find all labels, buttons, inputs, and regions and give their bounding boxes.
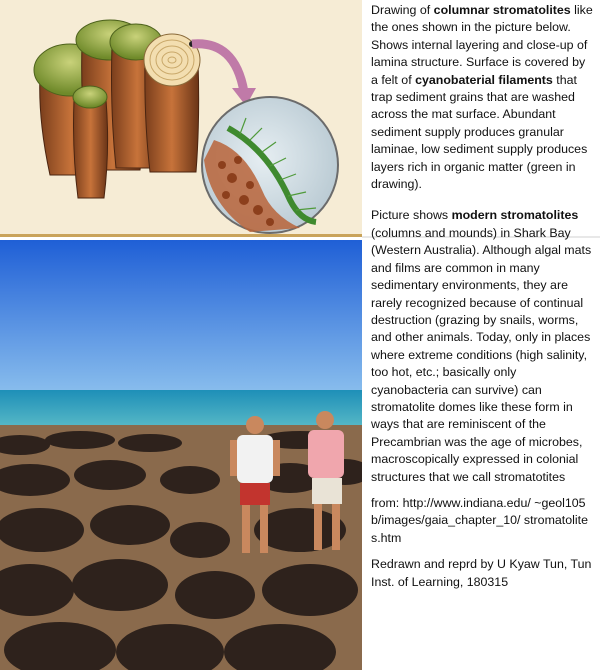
stromatolite-columns bbox=[34, 20, 200, 198]
photo-caption-text-1: Picture shows bbox=[371, 208, 452, 223]
photo-caption bbox=[371, 207, 593, 486]
stromatolite-drawing-art bbox=[0, 0, 362, 237]
drawing-caption-bold-2: cyanobaterial filaments bbox=[415, 72, 553, 87]
source-reference: from: http://www.indiana.edu/ ~geol105b/images/gaia_chapter_10/ stromatolites.htm bbox=[371, 495, 588, 545]
shark-bay-photo bbox=[0, 240, 362, 670]
photo-caption-text-2: (columns and mounds) in Shark Bay (Western Australia). Although algal mats and films are common in many sedimentary environments, they are rarely recognized because of continual destruction (grazing by snails, worms, and other animals. Today, only in places where extreme conditions (high salinity, too hot, etc.; basically only cyanobacteria can survive) can stromatolite domes like these form in ways that are reminiscent of the Precambrian was the age of microbes, macroscopically expressed in colonial structures that we call stromatotites bbox=[371, 225, 592, 484]
drawing-caption bbox=[371, 2, 593, 193]
credit-line: Redrawn and reprd by U Kyaw Tun, Tun Inst. of Learning, 180315 bbox=[371, 557, 592, 589]
shark-bay-photo-art bbox=[0, 240, 362, 670]
drawing-caption-text-1: Drawing of bbox=[371, 3, 434, 17]
stromatolite-drawing bbox=[0, 0, 362, 237]
drawing-caption-text-3: that trap sediment grains that are washed across the mat surface. Abundant sediment supply produces granular laminae, low sediment supply produces layers rich in organic matter (green in drawing). bbox=[371, 72, 588, 192]
photo-caption-bold-1: modern stromatolites bbox=[451, 208, 579, 223]
drawing-caption-text-2: like the ones shown in the picture below. Shows internal layering and close-up of lamina structure. Surface is covered by a felt of bbox=[371, 3, 593, 87]
caption-column bbox=[371, 2, 593, 600]
lamina-closeup bbox=[202, 97, 338, 233]
drawing-caption-bold-1: columnar stromatolites bbox=[433, 3, 571, 17]
